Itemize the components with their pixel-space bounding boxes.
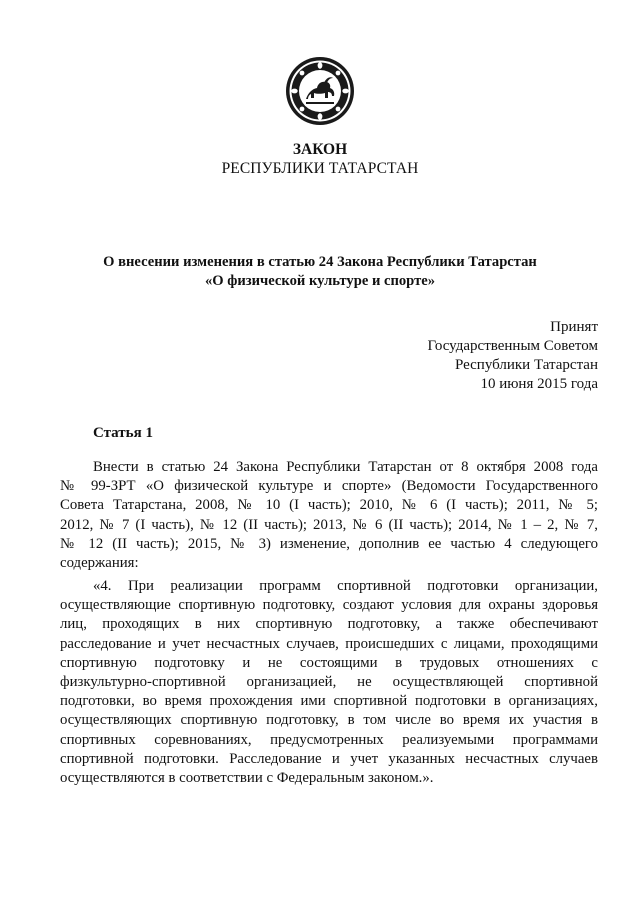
paragraph-line: осуществляющих спортивную подготовку, в том числе во время их участия в	[60, 712, 598, 729]
paragraph-line: спортивную подготовку и не состоящими в трудовых отношениях с	[60, 654, 598, 671]
adoption-line2: Государственным Советом	[427, 338, 598, 354]
paragraph-line: спортивных соревнованиях, предусмотренных реализуемыми программами	[60, 731, 598, 748]
paragraph-line: «4. При реализации программ спортивной подготовки организации,	[93, 578, 598, 594]
paragraph-line: осуществляющие спортивную подготовку, создают условия для охраны здоровья	[60, 597, 598, 614]
subject-line2: «О физической культуре и спорте»	[204, 273, 436, 289]
subject-line1: О внесении изменения в статью 24 Закона Республики Татарстан	[103, 254, 537, 270]
article-paragraph-2	[60, 577, 598, 788]
law-subject	[0, 253, 640, 291]
paragraph-line: физкультурно-спортивной организацией, не осуществляющей спортивной	[60, 674, 598, 691]
law-title	[0, 140, 640, 178]
paragraph-line: расследование и учет несчастных случаев, происшедших с лицами, проходящими	[60, 635, 598, 652]
paragraph-line: 2012, № 7 (I часть), № 12 (II часть); 2013, № 6 (II часть); 2014, № 1 – 2, № 7,	[60, 516, 598, 533]
paragraph-line: Внести в статью 24 Закона Республики Татарстан от 8 октября 2008 года	[93, 459, 598, 475]
coat-of-arms-icon	[284, 55, 356, 127]
paragraph-line: осуществляются в соответствии с Федеральным законом.».	[60, 770, 434, 787]
law-title-line1: ЗАКОН	[292, 141, 348, 158]
adoption-line3: Республики Татарстан	[454, 357, 598, 373]
paragraph-line: содержания:	[60, 555, 139, 572]
adoption-info	[428, 318, 599, 394]
paragraph-line: № 99-ЗРТ «О физической культуре и спорте» (Ведомости Государственного	[60, 478, 598, 495]
law-title-line2: РЕСПУБЛИКИ ТАТАРСТАН	[221, 160, 419, 177]
adoption-line1: Принят	[550, 319, 598, 335]
paragraph-line: лиц, проходящих в них спортивную подготовку, а также обеспечивают	[60, 616, 598, 633]
paragraph-line: № 12 (II часть); 2015, № 3) изменение, дополнив ее частью 4 следующего	[60, 535, 598, 552]
article-paragraph-1	[60, 458, 598, 573]
paragraph-line: спортивной подготовки. Расследование и учет указанных несчастных случаев	[60, 750, 598, 767]
paragraph-line: Совета Татарстана, 2008, № 10 (I часть); 2010, № 6 (I часть); 2011, № 5;	[60, 497, 598, 514]
paragraph-line: подготовки, во время прохождения ими спортивной подготовки в организациях,	[60, 693, 598, 710]
adoption-date: 10 июня 2015 года	[480, 376, 598, 392]
article-heading: Статья 1	[93, 425, 153, 441]
